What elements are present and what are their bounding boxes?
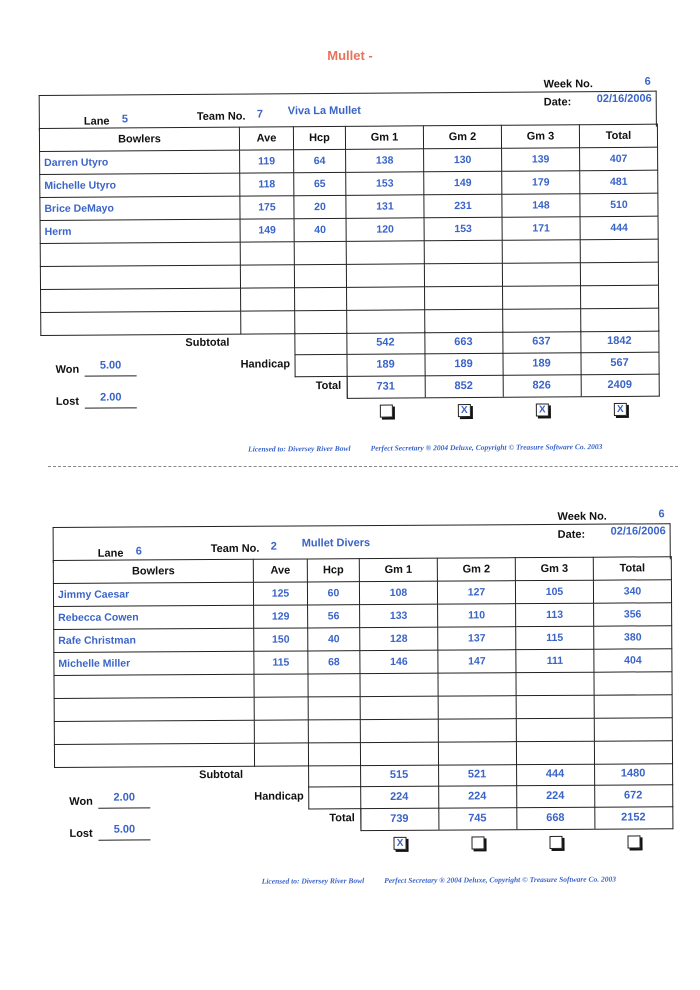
bowler-total: 404 bbox=[594, 649, 672, 672]
bowler-gm3 bbox=[502, 240, 580, 264]
lane-label: Lane bbox=[83, 115, 110, 128]
lane-value: 6 bbox=[135, 545, 142, 558]
license-text: Licensed to: Diversey River Bowl bbox=[261, 876, 365, 886]
cut-line-divider bbox=[48, 466, 678, 467]
bowler-hcp bbox=[295, 287, 347, 310]
bowler-gm1: 133 bbox=[360, 604, 438, 627]
total-gm1: 739 bbox=[390, 812, 409, 825]
bowler-gm3: 171 bbox=[502, 217, 580, 241]
bowler-name: Brice DeMayo bbox=[40, 196, 240, 220]
handicap-gm1: 189 bbox=[376, 358, 395, 371]
bowler-ave bbox=[241, 311, 295, 334]
bowler-gm3: 115 bbox=[516, 626, 594, 649]
subtotal-gm2: 521 bbox=[467, 768, 487, 781]
total-gm1: 731 bbox=[376, 380, 395, 393]
bowler-gm2: 130 bbox=[424, 148, 502, 172]
bowler-total: 340 bbox=[593, 580, 671, 603]
gm3-header: Gm 3 bbox=[501, 125, 579, 149]
subtotal-gm3: 637 bbox=[532, 335, 551, 348]
bowler-gm3: 179 bbox=[502, 171, 580, 195]
bowler-gm3 bbox=[516, 695, 594, 718]
date-label: Date: bbox=[557, 528, 586, 541]
team-no-value: 7 bbox=[256, 108, 263, 121]
bowler-gm1: 108 bbox=[359, 581, 437, 604]
score-sheet-1 bbox=[38, 0, 661, 470]
win-checkbox-gm3[interactable]: X bbox=[536, 403, 549, 416]
handicap-gm2: 224 bbox=[468, 790, 487, 803]
handicap-gm2: 189 bbox=[454, 357, 473, 371]
bowler-gm3: 148 bbox=[502, 194, 580, 218]
ave-header: Ave bbox=[253, 559, 307, 582]
won-label: Won bbox=[69, 795, 93, 808]
bowler-total: 407 bbox=[580, 147, 658, 171]
bowler-name: Jimmy Caesar bbox=[53, 582, 253, 606]
total-header: Total bbox=[593, 557, 671, 580]
team-name: Viva La Mullet bbox=[287, 104, 361, 118]
team-no-value: 2 bbox=[270, 540, 277, 553]
total-gm2: 745 bbox=[468, 812, 487, 825]
bowler-ave bbox=[254, 697, 308, 720]
bowler-total: 481 bbox=[580, 170, 658, 194]
bowler-ave bbox=[241, 288, 295, 311]
win-checkbox-gm3[interactable] bbox=[549, 836, 562, 849]
gm2-header: Gm 2 bbox=[423, 125, 501, 149]
bowler-gm1 bbox=[346, 264, 424, 288]
bowler-gm1 bbox=[360, 673, 438, 696]
bowler-total bbox=[581, 285, 659, 309]
won-value: 2.00 bbox=[113, 791, 135, 804]
bowler-hcp: 40 bbox=[294, 218, 346, 241]
bowler-gm1 bbox=[346, 241, 424, 265]
lost-label: Lost bbox=[69, 827, 93, 840]
subtotal-label: Subtotal bbox=[185, 336, 230, 349]
gm1-header: Gm 1 bbox=[359, 558, 437, 581]
ave-header: Ave bbox=[239, 127, 293, 150]
handicap-total: 672 bbox=[624, 789, 643, 802]
win-checkbox-gm1[interactable]: X bbox=[393, 837, 406, 850]
won-label: Won bbox=[55, 363, 80, 376]
license-text: Licensed to: Diversey River Bowl bbox=[248, 443, 351, 454]
handicap-label: Handicap bbox=[240, 358, 291, 371]
bowler-name: Michelle Miller bbox=[54, 651, 254, 675]
total-gm2: 852 bbox=[454, 379, 473, 393]
bowler-total bbox=[594, 695, 672, 718]
page-title: Mullet - bbox=[327, 48, 373, 63]
bowler-hcp: 68 bbox=[308, 651, 360, 674]
bowlers-table bbox=[53, 556, 673, 768]
bowler-gm1: 153 bbox=[346, 172, 424, 196]
handicap-gm1: 224 bbox=[390, 790, 409, 803]
bowler-hcp: 56 bbox=[308, 605, 360, 628]
handicap-gm3: 224 bbox=[546, 789, 565, 802]
total-gm3: 668 bbox=[546, 811, 565, 824]
bowler-name: Michelle Utyro bbox=[40, 173, 240, 197]
bowler-gm3 bbox=[516, 718, 594, 741]
bowler-gm2: 153 bbox=[424, 217, 502, 241]
hcp-header: Hcp bbox=[293, 126, 345, 149]
subtotal-label: Subtotal bbox=[199, 768, 244, 782]
bowler-ave: 150 bbox=[254, 628, 308, 651]
bowler-gm2 bbox=[424, 240, 502, 264]
gm2-header: Gm 2 bbox=[437, 558, 515, 581]
total-gm3: 826 bbox=[532, 379, 551, 392]
copyright-text: Perfect Secretary ® 2004 Deluxe, Copyright © Treasure Software Co. 2003 bbox=[384, 874, 617, 885]
bowler-gm2: 110 bbox=[438, 604, 516, 627]
week-no-label: Week No. bbox=[557, 510, 607, 523]
bowler-gm1 bbox=[347, 310, 425, 334]
bowler-hcp bbox=[294, 241, 346, 264]
bowlers-header: Bowlers bbox=[39, 127, 239, 151]
bowler-name bbox=[54, 697, 254, 721]
bowler-gm3: 111 bbox=[516, 649, 594, 672]
lost-underline bbox=[85, 407, 137, 408]
license-footer bbox=[262, 874, 636, 885]
bowler-gm2 bbox=[438, 742, 516, 765]
bowler-gm1: 138 bbox=[346, 149, 424, 173]
bowler-gm1 bbox=[360, 719, 438, 742]
bowler-gm3 bbox=[516, 672, 594, 695]
bowlers-header: Bowlers bbox=[53, 559, 253, 583]
total-header: Total bbox=[579, 124, 657, 148]
bowler-ave: 125 bbox=[253, 582, 307, 605]
bowler-name: Darren Utyro bbox=[40, 150, 240, 174]
bowler-gm2: 137 bbox=[438, 627, 516, 650]
bowler-hcp bbox=[308, 697, 360, 720]
bowler-gm1 bbox=[360, 742, 438, 765]
bowler-gm3: 105 bbox=[515, 580, 593, 603]
week-no-value: 6 bbox=[644, 75, 651, 88]
total-total: 2152 bbox=[621, 811, 646, 824]
team-no-label: Team No. bbox=[210, 542, 260, 556]
date-label: Date: bbox=[543, 96, 572, 109]
bowler-ave: 175 bbox=[240, 196, 294, 219]
week-no-label: Week No. bbox=[543, 78, 593, 91]
bowler-ave bbox=[254, 743, 308, 766]
total-total: 2409 bbox=[607, 378, 632, 392]
bowler-gm3: 139 bbox=[502, 148, 580, 172]
handicap-label: Handicap bbox=[254, 790, 304, 803]
score-sheet-2 bbox=[52, 428, 675, 902]
bowler-gm2 bbox=[438, 696, 516, 719]
bowler-ave: 115 bbox=[254, 651, 308, 674]
bowler-hcp bbox=[294, 264, 346, 287]
bowler-total bbox=[594, 672, 672, 695]
subtotal-gm1: 542 bbox=[376, 336, 395, 349]
bowler-gm2: 149 bbox=[424, 171, 502, 195]
date-value: 02/16/2006 bbox=[596, 92, 652, 106]
bowler-hcp: 64 bbox=[294, 149, 346, 172]
bowler-total bbox=[594, 718, 672, 741]
bowler-gm2: 127 bbox=[437, 581, 515, 604]
bowler-name bbox=[54, 674, 254, 698]
bowlers-table bbox=[39, 124, 659, 336]
win-checkbox-total[interactable] bbox=[627, 835, 640, 848]
bowler-ave: 119 bbox=[240, 150, 294, 173]
bowler-hcp: 40 bbox=[308, 628, 360, 651]
bowler-gm2 bbox=[438, 719, 516, 742]
bowler-gm3 bbox=[503, 309, 581, 333]
bowler-name bbox=[41, 288, 241, 312]
bowler-gm3 bbox=[502, 263, 580, 287]
gm3-header: Gm 3 bbox=[515, 557, 593, 580]
bowler-ave: 129 bbox=[254, 605, 308, 628]
lost-value: 2.00 bbox=[100, 391, 122, 404]
bowler-gm2: 147 bbox=[438, 650, 516, 673]
lost-underline bbox=[98, 839, 150, 840]
bowler-total bbox=[580, 262, 658, 286]
bowler-gm2 bbox=[438, 673, 516, 696]
bowler-total: 444 bbox=[580, 216, 658, 240]
win-checkbox-gm2[interactable] bbox=[471, 836, 484, 849]
bowler-gm1 bbox=[347, 287, 425, 311]
bowler-ave bbox=[240, 242, 294, 265]
copyright-text: Perfect Secretary ® 2004 Deluxe, Copyright © Treasure Software Co. 2003 bbox=[370, 442, 603, 453]
bowler-hcp: 20 bbox=[294, 195, 346, 218]
team-name: Mullet Divers bbox=[301, 537, 371, 550]
bowler-ave bbox=[254, 674, 308, 697]
bowler-name bbox=[41, 311, 241, 335]
bowler-hcp bbox=[308, 720, 360, 743]
bowler-ave bbox=[240, 265, 294, 288]
bowler-name bbox=[40, 242, 240, 266]
bowler-name: Rafe Christman bbox=[54, 628, 254, 652]
lane-value: 5 bbox=[121, 113, 129, 126]
total-row-label: Total bbox=[315, 379, 342, 393]
bowler-hcp: 60 bbox=[307, 582, 359, 605]
subtotal-gm2: 663 bbox=[454, 335, 473, 349]
subtotal-gm3: 444 bbox=[545, 767, 565, 780]
bowler-total bbox=[581, 308, 659, 332]
subtotal-total: 1842 bbox=[607, 334, 632, 348]
bowler-name bbox=[40, 265, 240, 289]
bowler-gm1: 120 bbox=[346, 218, 424, 242]
week-no-value: 6 bbox=[658, 508, 665, 521]
bowler-total bbox=[580, 239, 658, 263]
bowler-hcp bbox=[308, 674, 360, 697]
bowler-total: 510 bbox=[580, 193, 658, 217]
bowler-gm2 bbox=[425, 286, 503, 310]
handicap-total: 567 bbox=[610, 356, 629, 370]
bowler-ave: 149 bbox=[240, 219, 294, 242]
won-underline bbox=[98, 807, 150, 808]
subtotal-total: 1480 bbox=[620, 767, 646, 780]
bowler-name bbox=[54, 720, 254, 744]
gm1-header: Gm 1 bbox=[345, 126, 423, 150]
bowler-hcp bbox=[295, 310, 347, 333]
won-underline bbox=[85, 375, 137, 376]
win-checkbox-gm2[interactable]: X bbox=[458, 404, 471, 417]
bowler-ave: 118 bbox=[240, 173, 294, 196]
bowler-ave bbox=[254, 720, 308, 743]
bowler-gm2 bbox=[425, 309, 503, 333]
bowler-gm1 bbox=[360, 696, 438, 719]
bowler-gm1: 128 bbox=[360, 627, 438, 650]
date-value: 02/16/2006 bbox=[610, 525, 666, 538]
bowler-name: Rebecca Cowen bbox=[54, 605, 254, 629]
bowler-gm3 bbox=[516, 741, 594, 764]
subtotal-gm1: 515 bbox=[389, 768, 409, 781]
bowler-gm3: 113 bbox=[516, 603, 594, 626]
team-no-label: Team No. bbox=[196, 110, 246, 123]
bowler-name bbox=[54, 743, 254, 767]
bowler-gm2: 231 bbox=[424, 194, 502, 218]
handicap-gm3: 189 bbox=[532, 357, 551, 370]
lane-label: Lane bbox=[97, 547, 124, 560]
bowler-gm1: 146 bbox=[360, 650, 438, 673]
bowler-gm1: 131 bbox=[346, 195, 424, 219]
bowler-gm2 bbox=[424, 263, 502, 287]
hcp-header: Hcp bbox=[307, 559, 359, 582]
won-value: 5.00 bbox=[99, 359, 122, 372]
bowler-total: 356 bbox=[594, 603, 672, 626]
win-checkbox-gm1[interactable] bbox=[380, 405, 393, 418]
bowler-name: Herm bbox=[40, 219, 240, 243]
total-row-label: Total bbox=[329, 812, 355, 825]
bowler-hcp: 65 bbox=[294, 172, 346, 195]
bowler-total bbox=[594, 741, 672, 764]
bowler-total: 380 bbox=[594, 626, 672, 649]
bowler-hcp bbox=[308, 743, 360, 766]
lost-label: Lost bbox=[55, 395, 80, 408]
bowler-gm3 bbox=[503, 286, 581, 310]
win-checkbox-total[interactable]: X bbox=[614, 403, 627, 416]
lost-value: 5.00 bbox=[113, 823, 136, 836]
